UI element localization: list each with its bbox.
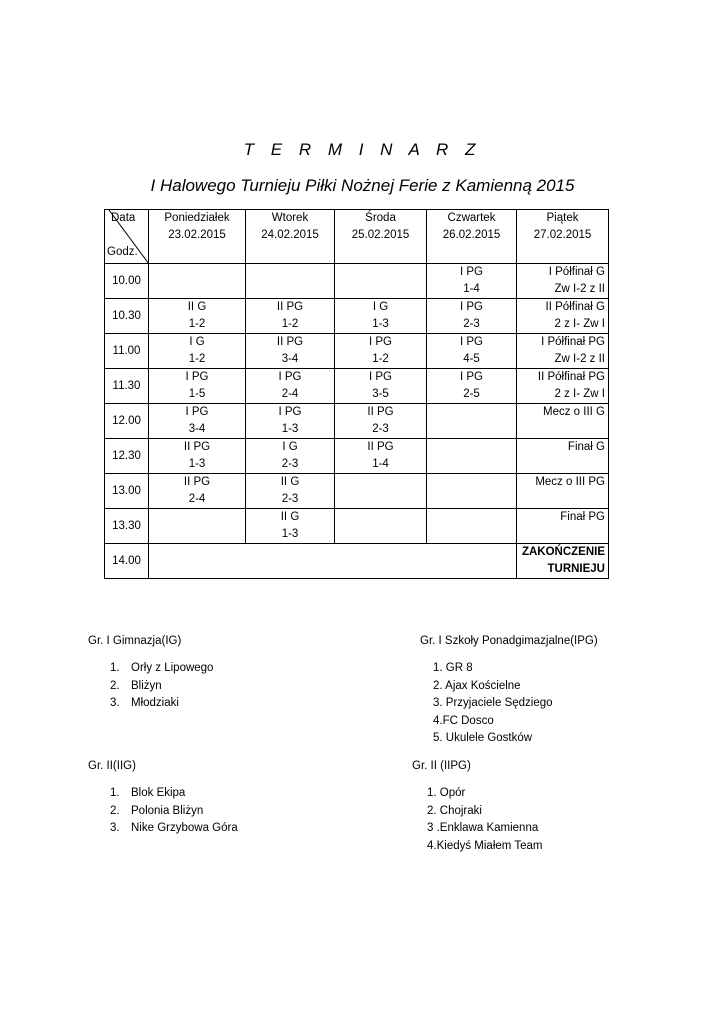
day-name: Piątek (546, 212, 579, 224)
match-group: II PG (367, 441, 394, 453)
time-cell: 13.30 (105, 509, 149, 544)
time-cell: 13.00 (105, 474, 149, 509)
day-header (427, 210, 517, 264)
match-group: II PG (367, 406, 394, 418)
match-pairing: 2-3 (463, 318, 480, 330)
match-cell (335, 439, 427, 474)
time-cell: 10.00 (105, 264, 149, 299)
group-heading: Gr. I Gimnazja(IG) (88, 635, 182, 647)
document-subtitle: I Halowego Turnieju Piłki Nożnej Ferie z Kamienną 2015 (150, 176, 575, 195)
match-cell (427, 404, 517, 439)
day-header (246, 210, 335, 264)
match-cell (246, 299, 335, 334)
day-header (517, 210, 609, 264)
match-cell (517, 299, 609, 334)
team-item (110, 820, 238, 838)
time-cell: 14.00 (105, 544, 149, 579)
time-cell: 11.00 (105, 334, 149, 369)
match-pairing: 1-2 (188, 353, 206, 365)
team-name: Orły z Lipowego (131, 662, 214, 674)
match-group (151, 509, 243, 526)
match-pairing: 1-3 (372, 318, 389, 330)
team-item (110, 695, 213, 713)
time-cell: 12.30 (105, 439, 149, 474)
match-cell (427, 474, 517, 509)
match-pairing (519, 421, 605, 438)
end-row (105, 544, 609, 579)
match-group (429, 439, 514, 456)
match-pairing: 1-2 (281, 318, 299, 330)
match-group: I PG (368, 371, 392, 383)
time-cell: 11.30 (105, 369, 149, 404)
match-cell (335, 509, 427, 544)
match-cell (149, 334, 246, 369)
match-pairing: 2-4 (281, 388, 299, 400)
end-line: ZAKOŃCZENIE (521, 546, 605, 558)
match-group: Mecz o III G (543, 406, 605, 418)
group-ipg (420, 633, 598, 748)
team-number: 2. (110, 679, 120, 692)
match-cell (335, 369, 427, 404)
day-name: Środa (365, 212, 396, 224)
match-pairing: Zw I-2 z II (554, 283, 605, 295)
time-cell: 10.30 (105, 299, 149, 334)
match-group (429, 404, 514, 421)
match-cell (149, 509, 246, 544)
day-date: 24.02.2015 (261, 229, 319, 241)
match-group: II PG (183, 476, 211, 488)
match-group: II PG (183, 441, 211, 453)
match-pairing: 3-4 (281, 353, 299, 365)
match-cell (427, 334, 517, 369)
team-name: Polonia Bliżyn (131, 804, 204, 817)
corner-label-date: Data (111, 212, 136, 224)
match-pairing: 1-4 (372, 458, 389, 470)
match-group: I PG (185, 371, 209, 383)
team-item: 1. GR 8 (433, 662, 473, 674)
match-cell (246, 474, 335, 509)
group-heading: Gr. II(IIG) (88, 760, 136, 772)
match-group: II PG (276, 336, 304, 348)
match-group: I G (282, 441, 298, 453)
match-pairing (429, 456, 514, 473)
end-line: TURNIEJU (547, 563, 605, 575)
group-iig (88, 758, 238, 838)
match-cell (517, 474, 609, 509)
time-slot-row (105, 264, 609, 299)
match-pairing: 1-5 (188, 388, 206, 400)
match-cell (246, 509, 335, 544)
time-slot-row (105, 369, 609, 404)
team-item (110, 678, 213, 696)
match-cell (335, 474, 427, 509)
day-header (335, 210, 427, 264)
match-pairing: 2-3 (372, 423, 389, 435)
match-pairing (151, 281, 243, 298)
group-iipg (412, 758, 542, 855)
team-list (110, 785, 238, 838)
team-number: 3. (110, 822, 120, 834)
match-cell (149, 369, 246, 404)
match-group: I PG (368, 336, 392, 348)
team-item (110, 785, 238, 803)
match-group: I Półfinał G (548, 266, 605, 278)
time-slot-row (105, 334, 609, 369)
match-pairing (248, 281, 332, 298)
time-slot-row (105, 439, 609, 474)
match-pairing: 2-3 (281, 458, 299, 470)
day-name: Poniedziałek (164, 212, 230, 224)
match-cell (335, 299, 427, 334)
match-cell (427, 264, 517, 299)
time-cell: 12.00 (105, 404, 149, 439)
tournament-end-cell (517, 544, 609, 579)
team-name: Blok Ekipa (131, 787, 186, 799)
match-group: II G (280, 476, 300, 488)
team-name: Bliżyn (131, 679, 162, 692)
match-pairing: 1-3 (281, 528, 299, 540)
match-group: I PG (459, 371, 483, 383)
match-group: I PG (459, 301, 483, 313)
match-pairing (519, 491, 605, 508)
match-cell (246, 439, 335, 474)
match-pairing: 2-4 (188, 493, 206, 505)
match-group: I PG (185, 406, 209, 418)
day-date: 27.02.2015 (533, 229, 592, 241)
match-cell (149, 439, 246, 474)
match-group (337, 509, 424, 526)
match-group (429, 474, 514, 491)
match-pairing (519, 456, 605, 473)
match-group: II G (280, 511, 300, 523)
match-pairing: 4-5 (463, 353, 480, 365)
match-group: I PG (459, 336, 483, 348)
match-pairing (429, 421, 514, 438)
match-group (337, 264, 424, 281)
match-group (248, 264, 332, 281)
match-pairing: 1-4 (463, 283, 480, 295)
team-item: 3 .Enklawa Kamienna (427, 822, 539, 834)
match-group (337, 474, 424, 491)
match-pairing (151, 526, 243, 543)
match-cell (246, 404, 335, 439)
match-pairing: 2 z I- Zw I (554, 318, 605, 330)
match-pairing: 1-2 (372, 353, 389, 365)
time-slot-row (105, 404, 609, 439)
team-list (110, 660, 213, 713)
match-pairing (337, 491, 424, 508)
match-cell (246, 334, 335, 369)
match-group: II Półfinał PG (537, 371, 605, 383)
group-heading: Gr. II (IIPG) (412, 760, 471, 772)
match-group: I G (189, 336, 205, 348)
match-cell (149, 264, 246, 299)
schedule-table (104, 209, 609, 579)
team-item: 1. Opór (427, 787, 466, 799)
match-cell (517, 404, 609, 439)
match-group: Mecz o III PG (535, 476, 605, 488)
match-cell (517, 264, 609, 299)
match-group: II Półfinał G (545, 301, 605, 313)
team-item: 4.FC Dosco (433, 714, 494, 727)
match-pairing (337, 526, 424, 543)
match-group: I PG (278, 406, 302, 418)
group-ig (88, 633, 213, 713)
match-pairing: 2-5 (463, 388, 480, 400)
match-cell (517, 369, 609, 404)
match-cell (246, 369, 335, 404)
match-pairing: 2 z I- Zw I (554, 388, 605, 400)
team-number: 1. (110, 662, 120, 674)
time-slot-row (105, 299, 609, 334)
match-pairing: 2-3 (281, 493, 299, 505)
match-cell (335, 264, 427, 299)
corner-label-hour: Godz. (107, 246, 138, 258)
match-group: Finał PG (560, 511, 605, 523)
team-item: 3. Przyjaciele Sędziego (433, 697, 553, 709)
time-slot-row (105, 509, 609, 544)
match-pairing (429, 491, 514, 508)
team-number: 1. (110, 787, 120, 799)
day-date: 26.02.2015 (442, 229, 501, 241)
match-group (151, 264, 243, 281)
match-pairing: 1-2 (188, 318, 206, 330)
match-cell (427, 509, 517, 544)
match-cell (149, 404, 246, 439)
match-pairing (519, 526, 605, 543)
match-cell (517, 439, 609, 474)
day-header (149, 210, 246, 264)
match-cell (335, 334, 427, 369)
team-name: Młodziaki (131, 697, 179, 709)
day-date: 23.02.2015 (168, 229, 226, 241)
match-pairing: Zw I-2 z II (554, 353, 605, 365)
match-group: Finał G (567, 441, 605, 453)
day-date: 25.02.2015 (351, 229, 410, 241)
match-group: II G (187, 301, 207, 313)
header-row (105, 210, 609, 264)
match-group: II PG (276, 301, 304, 313)
team-number: 2. (110, 804, 120, 817)
match-pairing: 3-5 (372, 388, 389, 400)
group-heading: Gr. I Szkoły Ponadgimazjalne(IPG) (420, 635, 598, 647)
team-list (433, 660, 598, 748)
document-title: T E R M I N A R Z (243, 140, 482, 159)
team-number: 3. (110, 697, 120, 709)
match-pairing (429, 526, 514, 543)
team-item: 4.Kiedyś Miałem Team (427, 839, 543, 852)
time-slot-row (105, 474, 609, 509)
match-pairing: 3-4 (188, 423, 206, 435)
match-group: I PG (459, 266, 483, 278)
team-name: Nike Grzybowa Góra (131, 822, 238, 834)
match-cell (335, 404, 427, 439)
match-pairing: 1-3 (188, 458, 206, 470)
match-cell (517, 509, 609, 544)
team-item: 2. Chojraki (427, 804, 482, 817)
empty-merged-cell (149, 544, 517, 579)
match-cell (427, 299, 517, 334)
match-cell (427, 439, 517, 474)
match-cell (427, 369, 517, 404)
match-group (429, 509, 514, 526)
day-name: Czwartek (447, 212, 496, 224)
match-pairing: 1-3 (281, 423, 299, 435)
match-pairing (337, 281, 424, 298)
corner-cell (105, 210, 149, 264)
team-list (427, 785, 542, 855)
team-item (110, 660, 213, 678)
team-item: 2. Ajax Kościelne (433, 679, 521, 692)
match-group: I Półfinał PG (541, 336, 605, 348)
match-cell (246, 264, 335, 299)
match-cell (149, 474, 246, 509)
match-cell (517, 334, 609, 369)
match-group: I G (372, 301, 389, 313)
day-name: Wtorek (271, 212, 309, 224)
match-group: I PG (278, 371, 302, 383)
team-item: 5. Ukulele Gostków (433, 732, 533, 744)
match-cell (149, 299, 246, 334)
team-item (110, 803, 238, 821)
